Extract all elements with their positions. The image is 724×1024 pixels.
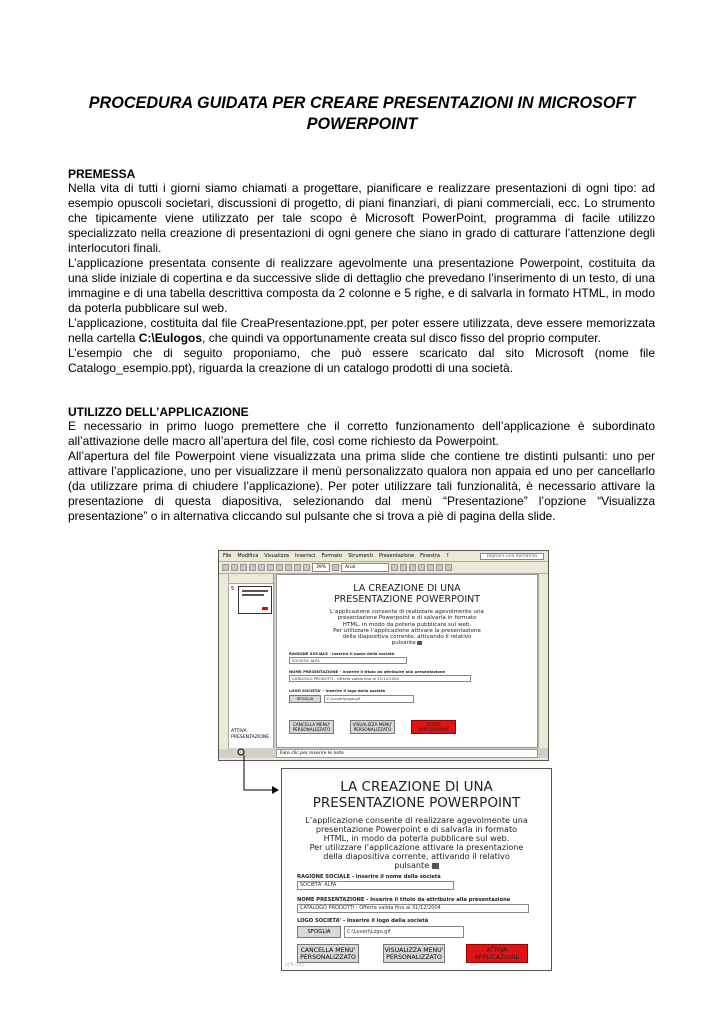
button-line: CANCELLA MENU'	[292, 722, 331, 727]
paragraph-text: L’applicazione, costituita dal file CreaPresentazione.ppt, per poter essere utilizzata, deve essere memorizzata nella cartella	[68, 316, 655, 345]
folder-path: C:\Eulogos	[138, 331, 203, 345]
nome-presentazione-label: NOME PRESENTAZIONE - Inserire il titolo da attribuire alla presentazione	[297, 897, 511, 903]
next-slide-icon[interactable]: ▷	[300, 962, 306, 968]
logo-path-field[interactable]: C:\Loveri\Logo.gif	[344, 926, 464, 938]
slideshow-controls[interactable]	[285, 962, 306, 968]
utilizzo-paragraph-1: E necessario in primo luogo premettere che il corretto funzionamento dell’applicazione è subordinato all’attivazione delle macro all’apertura del file, così come richiesto da Powerpoint.	[68, 419, 655, 448]
previous-slide-icon[interactable]: ◁	[285, 962, 290, 968]
slideshow-icon	[432, 863, 439, 869]
menu-visualizza[interactable]: Visualizza	[264, 553, 289, 559]
desc-line: HTML, in modo da poterla pubblicare sul web.	[342, 621, 472, 628]
desc-line: Per utilizzare l’applicazione attivare la presentazione	[333, 627, 481, 634]
label-line: PRESENTAZIONE	[231, 734, 270, 740]
cancella-menu-button[interactable]	[297, 944, 359, 963]
nome-presentazione-field[interactable]: CATALOGO PRODOTTI - Offerta valida fino al 31/12/2004	[297, 904, 529, 913]
button-line: PERSONALIZZATO	[353, 727, 392, 732]
logo-label: LOGO SOCIETA' - Inserire il logo della società	[289, 688, 386, 693]
slide-title-line: PRESENTAZIONE POWERPOINT	[333, 594, 481, 605]
button-line: PERSONALIZZATO	[386, 954, 442, 961]
button-line: APPLICAZIONE	[418, 727, 449, 732]
menu-formato[interactable]: Formato	[321, 553, 343, 559]
logo-path-field[interactable]: C:\Loveri\Logo.gif	[324, 695, 414, 703]
desc-line: L’applicazione consente di realizzare agevolmente una	[305, 815, 528, 825]
menu-presentazione[interactable]: Presentazione	[378, 553, 415, 559]
button-line: ATTIVA	[426, 722, 441, 727]
desc-line: della diapositiva corrente, attivando il relativo	[342, 634, 472, 641]
sfoglia-button[interactable]: SFOGLIA	[297, 926, 341, 938]
paragraph-text: , che quindi va opportunamente creata sul disco fisso del proprio computer.	[202, 331, 601, 345]
label-line: ATTIVA	[231, 729, 247, 734]
help-search-input[interactable]: Digitare una domanda	[480, 553, 544, 560]
desc-line: presentazione Powerpoint e di salvarla in formato	[337, 615, 477, 622]
menu-help[interactable]: ?	[445, 553, 449, 559]
ragione-sociale-label: RAGIONE SOCIALE - Inserire il nome della società	[297, 874, 441, 880]
section-heading-utilizzo: UTILIZZO DELL’APPLICAZIONE	[68, 405, 249, 419]
slide-number: 5	[231, 586, 235, 592]
menu-strumenti[interactable]: Strumenti	[348, 553, 373, 559]
ragione-sociale-label: RAGIONE SOCIALE - Inserire il nome della società	[289, 651, 395, 656]
menu-inserisci[interactable]: Inserisci	[294, 553, 316, 559]
sfoglia-button[interactable]: SFOGLIA	[289, 695, 321, 703]
zoom-select[interactable]: 39%	[312, 563, 330, 572]
pen-icon[interactable]: ✎	[289, 962, 296, 968]
button-line: VISUALIZZA MENU'	[384, 947, 444, 954]
button-line: VISUALIZZA MENU'	[352, 722, 393, 727]
button-line: APPLICAZIONE	[474, 954, 520, 961]
logo-label: LOGO SOCIETA' - Inserire il logo della società	[297, 918, 429, 924]
desc-text: pulsante	[394, 860, 430, 870]
menu-finestra[interactable]: Finestra	[420, 553, 440, 559]
slide-menu-icon[interactable]: ▭	[295, 962, 301, 968]
desc-line: presentazione Powerpoint e di salvarla in formato	[315, 824, 518, 834]
button-line: PERSONALIZZATO	[292, 727, 331, 732]
ragione-sociale-field[interactable]: SOCIETA' ALFA	[289, 657, 407, 664]
slideshow-screenshot	[281, 768, 552, 971]
slide-description	[282, 816, 551, 870]
font-select[interactable]: Arial	[341, 563, 389, 572]
button-line: ATTIVA	[486, 947, 508, 954]
button-line: PERSONALIZZATO	[300, 954, 356, 961]
desc-text: pulsante	[391, 640, 416, 647]
visualizza-menu-button[interactable]	[383, 944, 445, 963]
menu-modifica[interactable]: Modifica	[237, 553, 259, 559]
desc-line: HTML, in modo da poterla pubblicare sul web.	[323, 833, 510, 843]
attiva-applicazione-button[interactable]	[466, 944, 528, 963]
page-title: PROCEDURA GUIDATA PER CREARE PRESENTAZIONI IN MICROSOFT POWERPOINT	[88, 94, 636, 133]
section-heading-premessa: PREMESSA	[68, 167, 136, 181]
slide-title	[282, 779, 551, 811]
button-line: CANCELLA MENU'	[300, 947, 356, 954]
nome-presentazione-field[interactable]: CATALOGO PRODOTTI - Offerta valida fino al 31/12/2004	[289, 675, 471, 682]
notes-pane[interactable]: Fare clic per inserire le note	[276, 749, 538, 758]
desc-line	[282, 861, 551, 870]
slide-title-line: LA CREAZIONE DI UNA	[353, 583, 461, 594]
premessa-paragraph-1: Nella vita di tutti i giorni siamo chiamati a progettare, pianificare e realizzare presentazioni di ogni tipo: ad esempio opuscoli societari, discussioni di progetto, di piani finanziari, di piani commerciali, ecc. Lo strumento che tipicamente viene utilizzato per tale scopo è Microsoft PowerPoint, programma di facile utilizzo specializzato nella creazione di presentazioni di ogni genere che siano in grado di catturare l’attenzione degli interlocutori finali.	[68, 181, 655, 255]
premessa-paragraph-4: L’esempio che di seguito proponiamo, che può essere scaricato dal sito Microsoft (nome file Catalogo_esempio.ppt), riguarda la creazione di un catalogo prodotti di una società.	[68, 346, 655, 375]
desc-line: Per utilizzare l’applicazione attivare la presentazione	[309, 842, 524, 852]
ragione-sociale-field[interactable]: SOCIETA' ALFA	[297, 881, 454, 890]
desc-line: L’applicazione consente di realizzare agevolmente una	[330, 609, 484, 615]
slide-title-line: LA CREAZIONE DI UNA	[340, 779, 493, 795]
slide-title-line: PRESENTAZIONE POWERPOINT	[312, 795, 521, 811]
nome-presentazione-label: NOME PRESENTAZIONE - Inserire il titolo da attribuire alla presentazione	[289, 669, 446, 674]
menu-file[interactable]: File	[223, 553, 232, 559]
premessa-paragraph-2: L’applicazione presentata consente di realizzare agevolmente una presentazione Powerpoint, costituita da una slide iniziale di copertina e da successive slide di dettaglio che prevedano l’inserimento di un testo, di una immagine e di una tabella descrittiva composta da 2 colonne e 5 righe, e di salvarla in formato HTML, in modo da poterla pubblicare sul web.	[68, 256, 655, 315]
utilizzo-paragraph-2: All’apertura del file Powerpoint viene visualizzata una prima slide che contiene tre distinti pulsanti: uno per attivare l’applicazione, uno per visualizzare il menù personalizzato qualora non appaia ed uno per cancellarlo (da utilizzare prima di chiudere l’applicazione). Per poter utilizzare tali funzionalità, è necessario attivare la presentazione di questa diapositiva, selezionando dal menù “Presentazione” l’opzione “Visualizza presentazione” o in alternativa cliccando sul pulsante che si trova a piè di pagina della slide.	[68, 449, 655, 523]
desc-line: della diapositiva corrente, attivando il relativo	[323, 851, 510, 861]
